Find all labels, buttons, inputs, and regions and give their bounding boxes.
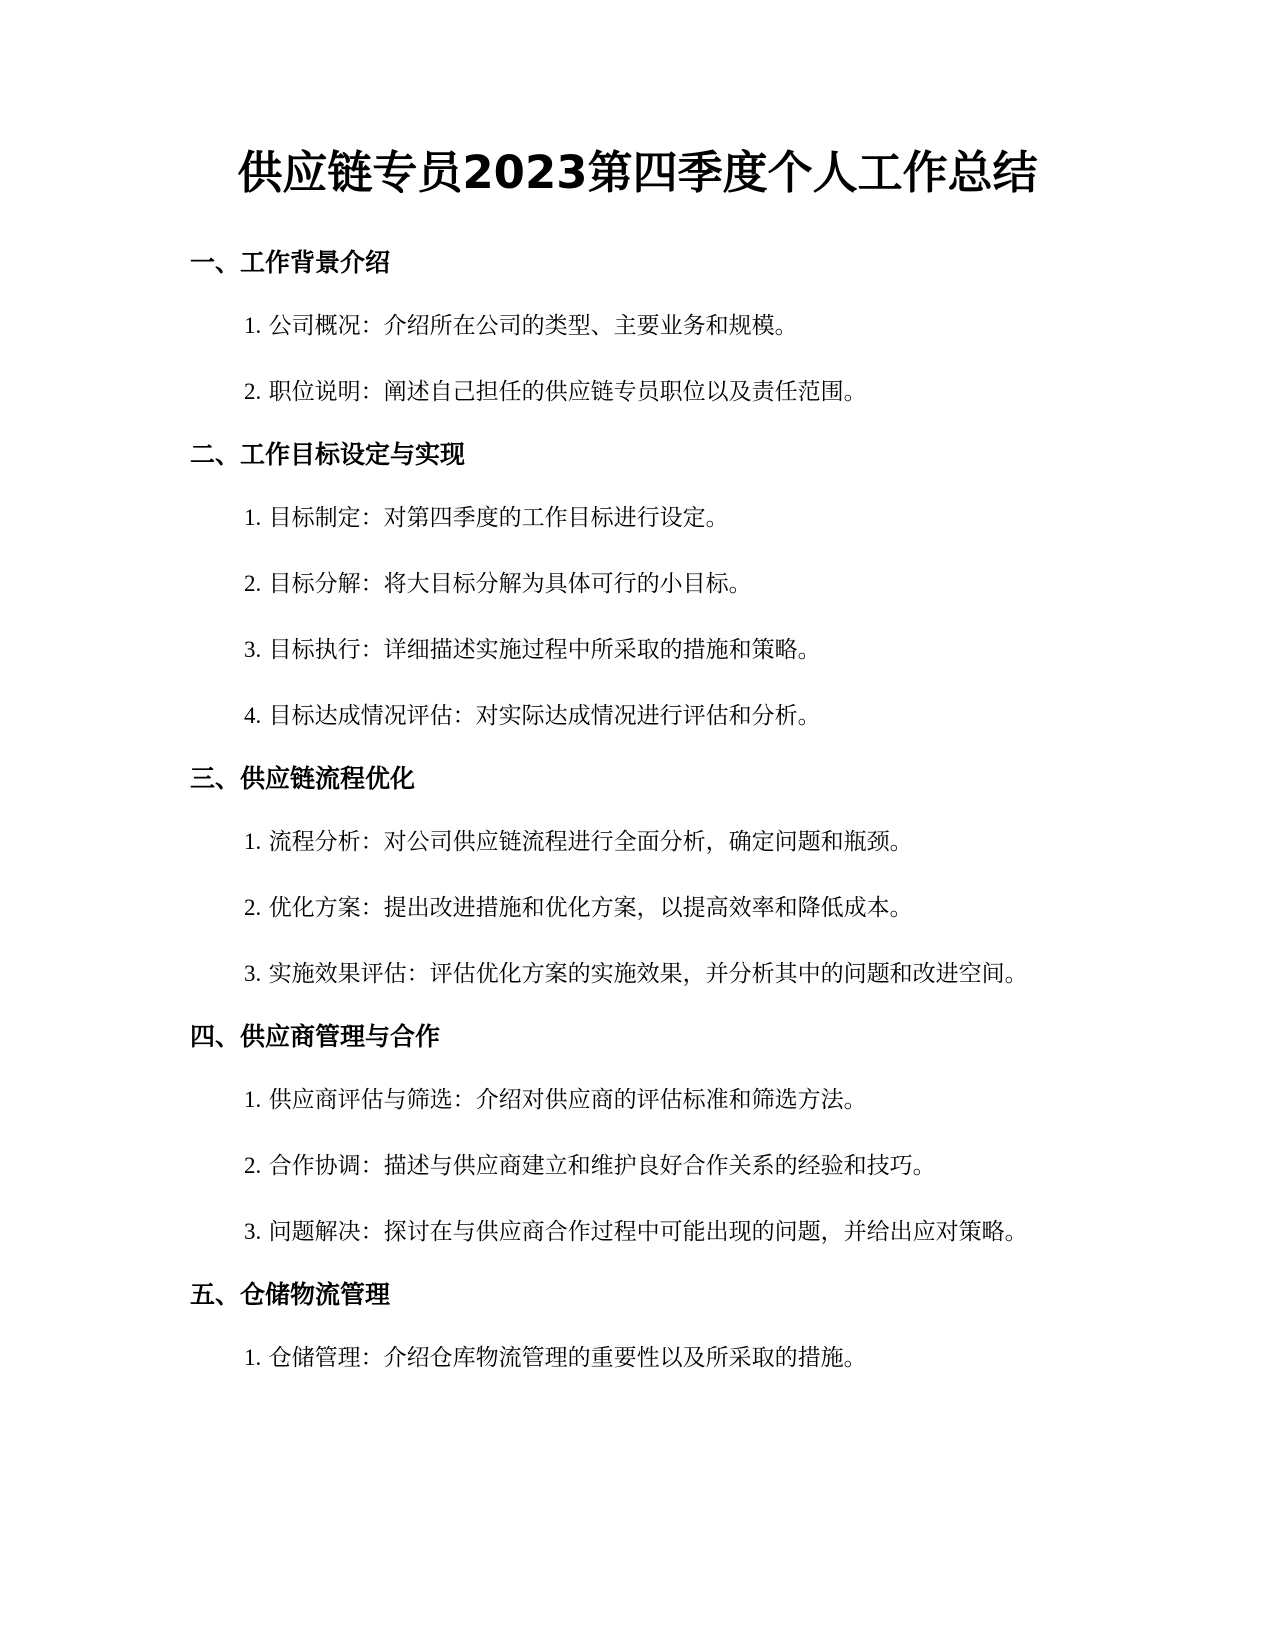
item-text: 优化方案：提出改进措施和优化方案，以提高效率和降低成本。 xyxy=(268,895,913,921)
document-body xyxy=(190,246,1050,1404)
list-item xyxy=(190,1338,1050,1378)
list-item xyxy=(190,306,1050,346)
item-number: 2. xyxy=(244,571,262,596)
item-number: 2. xyxy=(244,379,262,404)
item-number: 3. xyxy=(244,961,262,986)
list-item xyxy=(190,372,1050,412)
item-number: 2. xyxy=(244,895,262,920)
item-text: 目标执行：详细描述实施过程中所采取的措施和策略。 xyxy=(268,637,821,663)
item-number: 1. xyxy=(244,1345,262,1370)
item-number: 3. xyxy=(244,637,262,662)
item-text: 供应商评估与筛选：介绍对供应商的评估标准和筛选方法。 xyxy=(268,1087,867,1113)
item-text: 仓储管理：介绍仓库物流管理的重要性以及所采取的措施。 xyxy=(268,1345,867,1371)
list-item xyxy=(190,1080,1050,1120)
list-item xyxy=(190,696,1050,736)
item-text: 问题解决：探讨在与供应商合作过程中可能出现的问题，并给出应对策略。 xyxy=(268,1219,1028,1245)
item-number: 1. xyxy=(244,829,262,854)
item-number: 1. xyxy=(244,1087,262,1112)
item-number: 1. xyxy=(244,505,262,530)
section-heading: 一、工作背景介绍 xyxy=(190,248,391,277)
document-title: 供应链专员2023第四季度个人工作总结 xyxy=(237,146,1038,199)
section-heading: 四、供应商管理与合作 xyxy=(190,1022,441,1051)
section-heading: 五、仓储物流管理 xyxy=(190,1280,391,1309)
list-item xyxy=(190,1212,1050,1252)
section-heading: 三、供应链流程优化 xyxy=(190,764,416,793)
list-item xyxy=(190,954,1050,994)
item-number: 3. xyxy=(244,1219,262,1244)
item-text: 实施效果评估：评估优化方案的实施效果，并分析其中的问题和改进空间。 xyxy=(268,961,1028,987)
list-item xyxy=(190,888,1050,928)
item-text: 流程分析：对公司供应链流程进行全面分析，确定问题和瓶颈。 xyxy=(268,829,913,855)
item-text: 公司概况：介绍所在公司的类型、主要业务和规模。 xyxy=(268,313,798,339)
list-item xyxy=(190,564,1050,604)
item-text: 目标制定：对第四季度的工作目标进行设定。 xyxy=(268,505,729,531)
item-number: 4. xyxy=(244,703,262,728)
list-item xyxy=(190,498,1050,538)
list-item xyxy=(190,630,1050,670)
item-text: 职位说明：阐述自己担任的供应链专员职位以及责任范围。 xyxy=(268,379,867,405)
item-number: 2. xyxy=(244,1153,262,1178)
list-item xyxy=(190,1146,1050,1186)
item-text: 目标分解：将大目标分解为具体可行的小目标。 xyxy=(268,571,752,597)
item-text: 目标达成情况评估：对实际达成情况进行评估和分析。 xyxy=(268,703,821,729)
section-heading: 二、工作目标设定与实现 xyxy=(190,440,466,469)
item-number: 1. xyxy=(244,313,262,338)
item-text: 合作协调：描述与供应商建立和维护良好合作关系的经验和技巧。 xyxy=(268,1153,936,1179)
list-item xyxy=(190,822,1050,862)
